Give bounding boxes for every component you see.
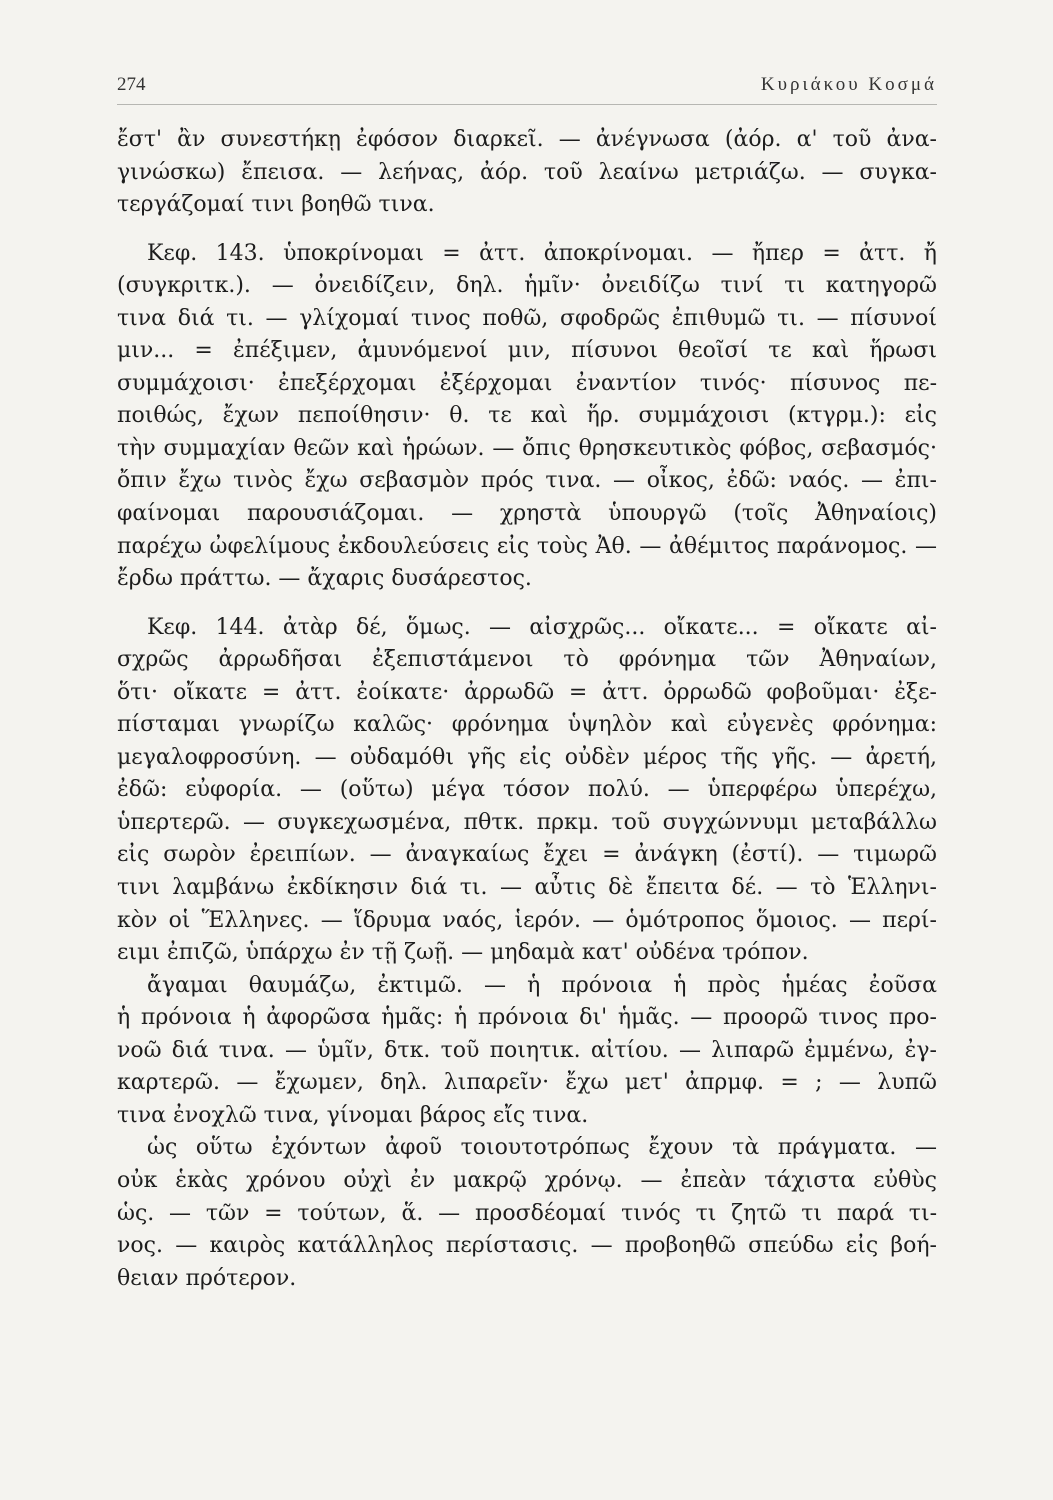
text-line: πίσταμαι γνωρίζω καλῶς· φρόνημα ὑψηλὸν καὶ εὐγενὲς φρόνημα: — [117, 712, 937, 738]
text-line: ὡς. — τῶν = τούτων, ἅ. — προσδέομαί τινός τι ζητῶ τι παρά τι- — [117, 1200, 937, 1226]
chapter-143-heading-line: Κεφ. 143. ὑποκρίνομαι = ἀττ. ἀποκρίνομαι. — ἤπερ = ἀττ. ἤ — [147, 240, 937, 266]
text-line: ὅτι· οἴκατε = ἀττ. ἐοίκατε· ἀρρωδῶ = ἀττ. ὀρρωδῶ φοβοῦμαι· ἐξε- — [117, 679, 937, 705]
text-line: ποιθώς, ἔχων πεποίθησιν· θ. τε καὶ ἥρ. συμμάχοισι (κτγρμ.): εἰς — [117, 403, 937, 429]
text-line: τινα διά τι. — γλίχομαί τινος ποθῶ, σφοδρῶς ἐπιθυμῶ τι. — πίσυνοί — [117, 305, 937, 331]
text-line: ὡς οὕτω ἐχόντων ἀφοῦ τοιουτοτρόπως ἔχουν τὰ πράγματα. — — [147, 1135, 937, 1161]
text-line: θειαν πρότερον. — [117, 1265, 297, 1291]
text-line: τινι λαμβάνω ἐκδίκησιν διά τι. — αὖτις δὲ ἔπειτα δέ. — τὸ Ἑλληνι- — [117, 875, 937, 901]
text-line: νος. — καιρὸς κατάλληλος περίστασις. — προβοηθῶ σπεύδω εἰς βοή- — [117, 1233, 937, 1259]
text-line: μεγαλοφροσύνη. — οὐδαμόθι γῆς εἰς οὐδὲν μέρος τῆς γῆς. — ἀρετή, — [117, 744, 937, 770]
text-line: νοῶ διά τινα. — ὑμῖν, δτκ. τοῦ ποιητικ. αἰτίου. — λιπαρῶ ἐμμένω, ἐγ- — [117, 1037, 937, 1063]
text-line: ἡ πρόνοια ἡ ἀφορῶσα ἡμᾶς: ἡ πρόνοια δι' ἡμᾶς. — προορῶ τινος προ- — [117, 1005, 937, 1031]
text-line: καρτερῶ. — ἔχωμεν, δηλ. λιπαρεῖν· ἔχω μετ' ἀπρμφ. = ; — λυπῶ — [117, 1070, 937, 1096]
running-head — [117, 74, 937, 108]
text-line: ἔστ' ἂν συνεστήκῃ ἐφόσον διαρκεῖ. — ἀνέγνωσα (ἀόρ. α' τοῦ ἀνα- — [117, 127, 937, 152]
text-line: ὑπερτερῶ. — συγκεχωσμένα, πθτκ. πρκμ. τοῦ συγχώννυμι μεταβάλλω — [117, 809, 937, 835]
text-line: γινώσκω) ἔπεισα. — λεήνας, ἀόρ. τοῦ λεαίνω μετριάζω. — συγκα- — [117, 159, 937, 185]
text-line: ειμι ἐπιζῶ, ὑπάρχω ἐν τῇ ζωῇ. — μηδαμὰ κατ' οὐδένα τρόπον. — [117, 940, 809, 966]
text-line: παρέχω ὠφελίμους ἐκδουλεύσεις εἰς τοὺς Ἀθ. — ἀθέμιτος παράνομος. — — [117, 533, 937, 559]
commentary-text — [117, 124, 937, 1295]
text-line: ἐδῶ: εὐφορία. — (οὕτω) μέγα τόσον πολύ. — ὑπερφέρω ὑπερέχω, — [117, 777, 937, 803]
text-line: κὸν οἱ Ἕλληνες. — ἵδρυμα ναός, ἱερόν. — ὁμότροπος ὅμοιος. — περί- — [117, 907, 937, 933]
text-line: συμμάχοισι· ἐπεξέρχομαι ἐξέρχομαι ἐναντίον τινός· πίσυνος πε- — [117, 370, 937, 396]
text-line: φαίνομαι παρουσιάζομαι. — χρηστὰ ὑπουργῶ (τοῖς Ἀθηναίοις) — [117, 501, 937, 527]
text-line: τεργάζομαί τινι βοηθῶ τινα. — [117, 192, 435, 218]
running-title: Κυριάκου Κοσμά — [760, 74, 937, 95]
text-line: ἄγαμαι θαυμάζω, ἐκτιμῶ. — ἡ πρόνοια ἡ πρὸς ἡμέας ἐοῦσα — [147, 972, 937, 998]
header-rule — [117, 104, 937, 105]
page-number: 274 — [117, 74, 146, 95]
text-line: τινα ἐνοχλῶ τινα, γίνομαι βάρος εἴς τινα. — [117, 1102, 589, 1128]
text-line: μιν... = ἐπέξιμεν, ἀμυνόμενοί μιν, πίσυνοι θεοῖσί τε καὶ ἥρωσι — [117, 338, 937, 364]
text-line: οὐκ ἑκὰς χρόνου οὐχὶ ἐν μακρῷ χρόνῳ. — ἐπεὰν τάχιστα εὐθὺς — [117, 1167, 937, 1193]
chapter-144-heading-line: Κεφ. 144. ἀτὰρ δέ, ὅμως. — αἰσχρῶς... οἴκατε... = οἴκατε αἰ- — [147, 614, 937, 640]
text-line: τὴν συμμαχίαν θεῶν καὶ ἡρώων. — ὄπις θρησκευτικὸς φόβος, σεβασμός· — [117, 435, 937, 461]
text-line: ἔρδω πράττω. — ἄχαρις δυσάρεστος. — [117, 566, 532, 592]
text-line: σχρῶς ἀρρωδῆσαι ἐξεπιστάμενοι τὸ φρόνημα τῶν Ἀθηναίων, — [117, 647, 937, 673]
text-line: ὄπιν ἔχω τινὸς ἔχω σεβασμὸν πρός τινα. — οἶκος, ἐδῶ: ναός. — ἐπι- — [117, 468, 937, 494]
text-line: εἰς σωρὸν ἐρειπίων. — ἀναγκαίως ἔχει = ἀνάγκη (ἐστί). — τιμωρῶ — [117, 842, 937, 868]
text-line: (συγκριτκ.). — ὀνειδίζειν, δηλ. ἡμῖν· ὀνειδίζω τινί τι κατηγορῶ — [117, 273, 937, 299]
